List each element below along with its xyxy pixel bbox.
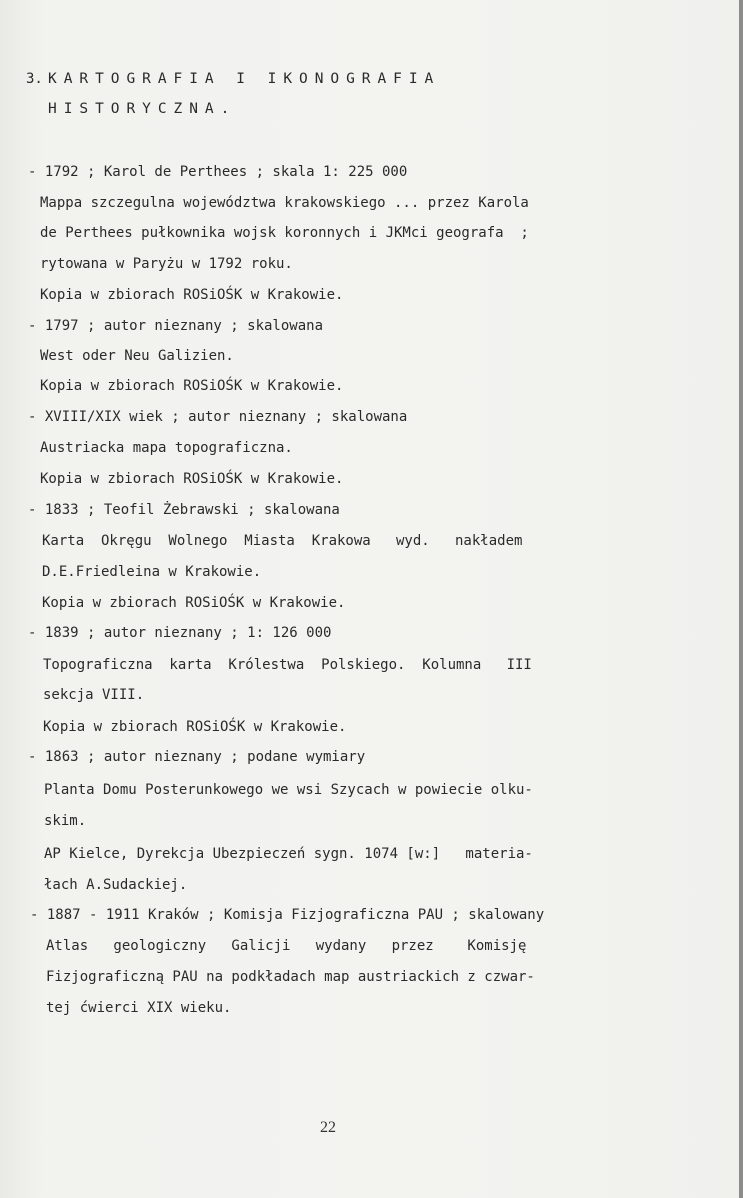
section-title-line-1: KARTOGRAFIA I IKONOGRAFIA	[48, 71, 441, 87]
entry-line: Planta Domu Posterunkowego we wsi Szycach w powiecie olku-	[44, 782, 533, 798]
section-number: 3.	[26, 71, 43, 87]
entry-line: D.E.Friedleina w Krakowie.	[42, 564, 262, 580]
entry-line: AP Kielce, Dyrekcja Ubezpieczeń sygn. 1074 [w:] materia-	[44, 846, 533, 862]
entry-line: West oder Neu Galizien.	[40, 348, 234, 364]
entry-line: Topograficzna karta Królestwa Polskiego. Kolumna III	[43, 657, 532, 673]
entry-line: tej ćwierci XIX wieku.	[46, 1000, 232, 1016]
entry-line: Karta Okręgu Wolnego Miasta Krakowa wyd. nakładem	[42, 533, 523, 549]
entry-line: łach A.Sudackiej.	[44, 877, 188, 893]
entry-line: sekcja VIII.	[43, 687, 145, 703]
entry-line: Kopia w zbiorach ROSiOŚK w Krakowie.	[40, 287, 344, 303]
entry-line: skim.	[44, 813, 87, 829]
entry-line: Kopia w zbiorach ROSiOŚK w Krakowie.	[43, 719, 347, 735]
entry-line: Austriacka mapa topograficzna.	[40, 440, 293, 456]
entry-header: - 1833 ; Teofil Żebrawski ; skalowana	[28, 502, 340, 518]
page-number: 22	[320, 1119, 336, 1136]
entry-line: Mappa szczegulna województwa krakowskiego ... przez Karola	[40, 195, 529, 211]
entry-line: rytowana w Paryżu w 1792 roku.	[40, 256, 293, 272]
entry-line: Fizjograficzną PAU na podkładach map austriackich z czwar-	[46, 969, 535, 985]
entry-header: - XVIII/XIX wiek ; autor nieznany ; skalowana	[28, 409, 408, 425]
entry-header: - 1792 ; Karol de Perthees ; skala 1: 225 000	[28, 164, 408, 180]
entry-line: de Perthees pułkownika wojsk koronnych i JKMci geografa ;	[40, 225, 529, 241]
entry-line: Atlas geologiczny Galicji wydany przez Komisję	[46, 938, 527, 954]
page-binding-edge	[739, 0, 743, 1198]
entry-header: - 1887 - 1911 Kraków ; Komisja Fizjograficzna PAU ; skalowany	[30, 907, 545, 923]
entry-header: - 1863 ; autor nieznany ; podane wymiary	[28, 749, 366, 765]
entry-header: - 1839 ; autor nieznany ; 1: 126 000	[28, 625, 332, 641]
entry-line: Kopia w zbiorach ROSiOŚK w Krakowie.	[42, 595, 346, 611]
entry-header: - 1797 ; autor nieznany ; skalowana	[28, 318, 324, 334]
entry-line: Kopia w zbiorach ROSiOŚK w Krakowie.	[40, 471, 344, 487]
section-title-line-2: HISTORYCZNA.	[48, 101, 237, 117]
entry-line: Kopia w zbiorach ROSiOŚK w Krakowie.	[40, 378, 344, 394]
